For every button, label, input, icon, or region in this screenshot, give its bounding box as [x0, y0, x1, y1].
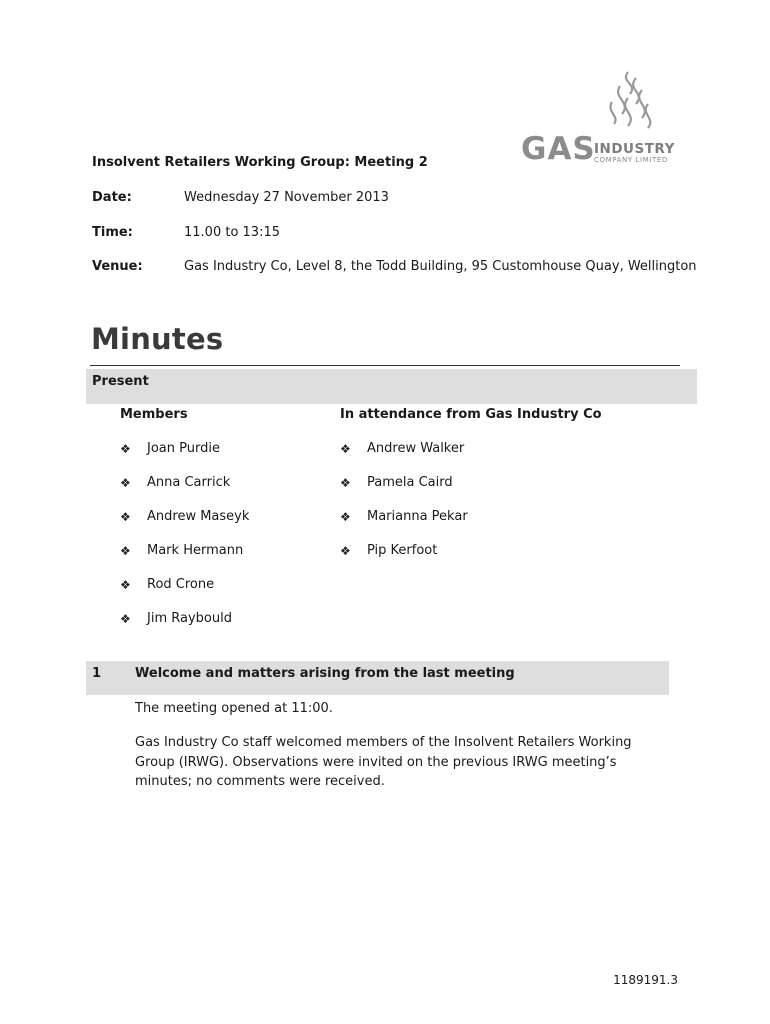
diamond-bullet-icon: ❖: [340, 475, 351, 490]
heading-divider: [90, 365, 680, 366]
venue-label: Venue:: [92, 259, 143, 274]
diamond-bullet-icon: ❖: [340, 441, 351, 456]
logo-industry-text: INDUSTRY: [594, 141, 675, 157]
attendee-item: [340, 509, 468, 524]
diamond-bullet-icon: ❖: [120, 475, 131, 490]
logo-gas-text: GAS: [521, 131, 596, 167]
date-value: Wednesday 27 November 2013: [184, 190, 389, 205]
attendee-name: Pamela Caird: [367, 475, 453, 490]
member-item: [120, 611, 232, 626]
member-name: Rod Crone: [147, 577, 215, 592]
attendee-item: [340, 543, 437, 558]
venue-value: Gas Industry Co, Level 8, the Todd Building, 95 Customhouse Quay, Wellington: [184, 259, 697, 274]
diamond-bullet-icon: ❖: [340, 509, 351, 524]
diamond-bullet-icon: ❖: [120, 509, 131, 524]
attendance-heading: In attendance from Gas Industry Co: [340, 407, 602, 422]
present-section-band: [86, 369, 697, 404]
diamond-bullet-icon: ❖: [120, 577, 131, 592]
member-name: Jim Raybould: [147, 611, 232, 626]
time-value: 11.00 to 13:15: [184, 225, 280, 240]
diamond-bullet-icon: ❖: [120, 611, 131, 626]
member-name: Andrew Maseyk: [147, 509, 250, 524]
member-item: [120, 475, 230, 490]
diamond-bullet-icon: ❖: [120, 543, 131, 558]
attendee-name: Marianna Pekar: [367, 509, 468, 524]
section-1-title: Welcome and matters arising from the last meeting: [135, 666, 515, 681]
attendee-item: [340, 441, 464, 456]
present-label: Present: [92, 374, 149, 389]
document-number: 1189191.3: [613, 973, 678, 987]
member-item: [120, 543, 243, 558]
section-1-paragraph-1: The meeting opened at 11:00.: [135, 701, 333, 716]
member-item: [120, 509, 249, 524]
minutes-heading: Minutes: [91, 322, 224, 356]
attendee-item: [340, 475, 453, 490]
diamond-bullet-icon: ❖: [120, 441, 131, 456]
member-name: Mark Hermann: [147, 543, 244, 558]
date-label: Date:: [92, 190, 132, 205]
attendee-name: Pip Kerfoot: [367, 543, 438, 558]
logo-company-text: COMPANY LIMITED: [594, 156, 668, 164]
member-name: Anna Carrick: [147, 475, 231, 490]
member-item: [120, 577, 214, 592]
member-item: [120, 441, 220, 456]
diamond-bullet-icon: ❖: [340, 543, 351, 558]
time-label: Time:: [92, 225, 133, 240]
member-name: Joan Purdie: [147, 441, 220, 456]
attendee-name: Andrew Walker: [367, 441, 465, 456]
meeting-title: Insolvent Retailers Working Group: Meeting 2: [92, 155, 428, 170]
members-heading: Members: [120, 407, 188, 422]
section-1-paragraph-2: Gas Industry Co staff welcomed members of the Insolvent Retailers Working Group (IRWG). Observations were invited on the previous IRWG meeting’s minutes; no comments were received.: [135, 735, 632, 789]
section-1-number: 1: [92, 666, 102, 681]
